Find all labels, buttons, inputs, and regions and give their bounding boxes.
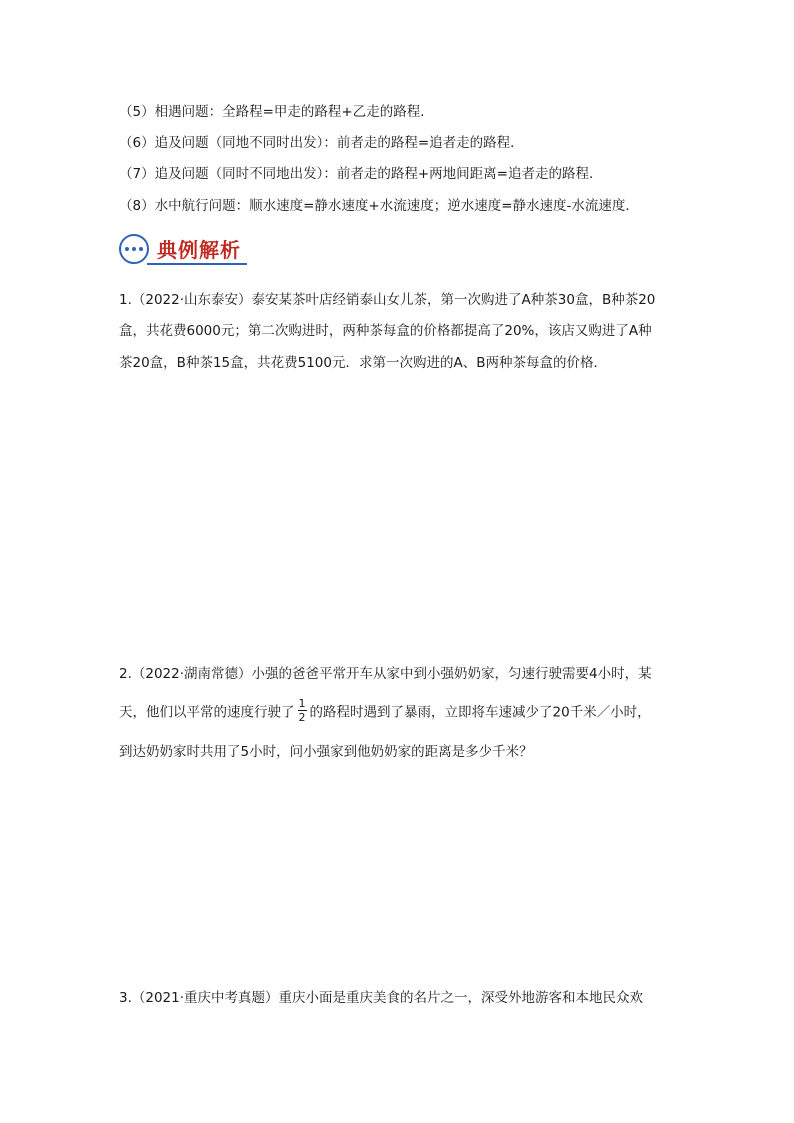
section-title: 典例解析: [157, 237, 241, 262]
rule-line: （8）水中航行问题：顺水速度=静水速度+水流速度；逆水速度=静水速度-水流速度．: [119, 198, 639, 214]
fraction: [297, 698, 308, 723]
question-2-text: 天，他们以平常的速度行驶了: [119, 704, 295, 721]
section-header: [119, 231, 241, 267]
question-2-line: 2.（2022·湖南常德）小强的爸爸平常开车从家中到小强奶奶家，匀速行驶需要4小时，某: [119, 666, 652, 682]
rule-line: （6）追及问题（同地不同时出发）：前者走的路程=追者走的路程．: [119, 135, 524, 151]
question-1-line: 盒，共花费6000元；第二次购进时，两种茶每盒的价格都提高了20%，该店又购进了A种: [119, 323, 652, 339]
dots-icon: [119, 234, 149, 264]
fraction-numerator: 1: [298, 697, 306, 710]
question-2-line: [119, 697, 651, 725]
question-1-line: 茶20盒，B种茶15盒，共花费5100元．求第一次购进的A、B两种茶每盒的价格．: [119, 355, 607, 371]
question-3-line: 3.（2021·重庆中考真题）重庆小面是重庆美食的名片之一，深受外地游客和本地民众欢: [119, 990, 644, 1006]
rule-line: （7）追及问题（同时不同地出发）：前者走的路程+两地间距离=追者走的路程．: [119, 166, 603, 182]
section-underline: [147, 263, 247, 265]
question-1-line: 1.（2022·山东泰安）泰安某茶叶店经销泰山女儿茶，第一次购进了A种茶30盒，B种茶20: [119, 292, 656, 308]
question-2-text: 的路程时遇到了暴雨，立即将车速减少了20千米／小时，: [309, 704, 651, 721]
question-2-line: 到达奶奶家时共用了5小时，问小强家到他奶奶家的距离是多少千米？: [119, 744, 533, 760]
fraction-denominator: 2: [298, 711, 306, 724]
rule-line: （5）相遇问题：全路程=甲走的路程+乙走的路程．: [119, 104, 434, 120]
